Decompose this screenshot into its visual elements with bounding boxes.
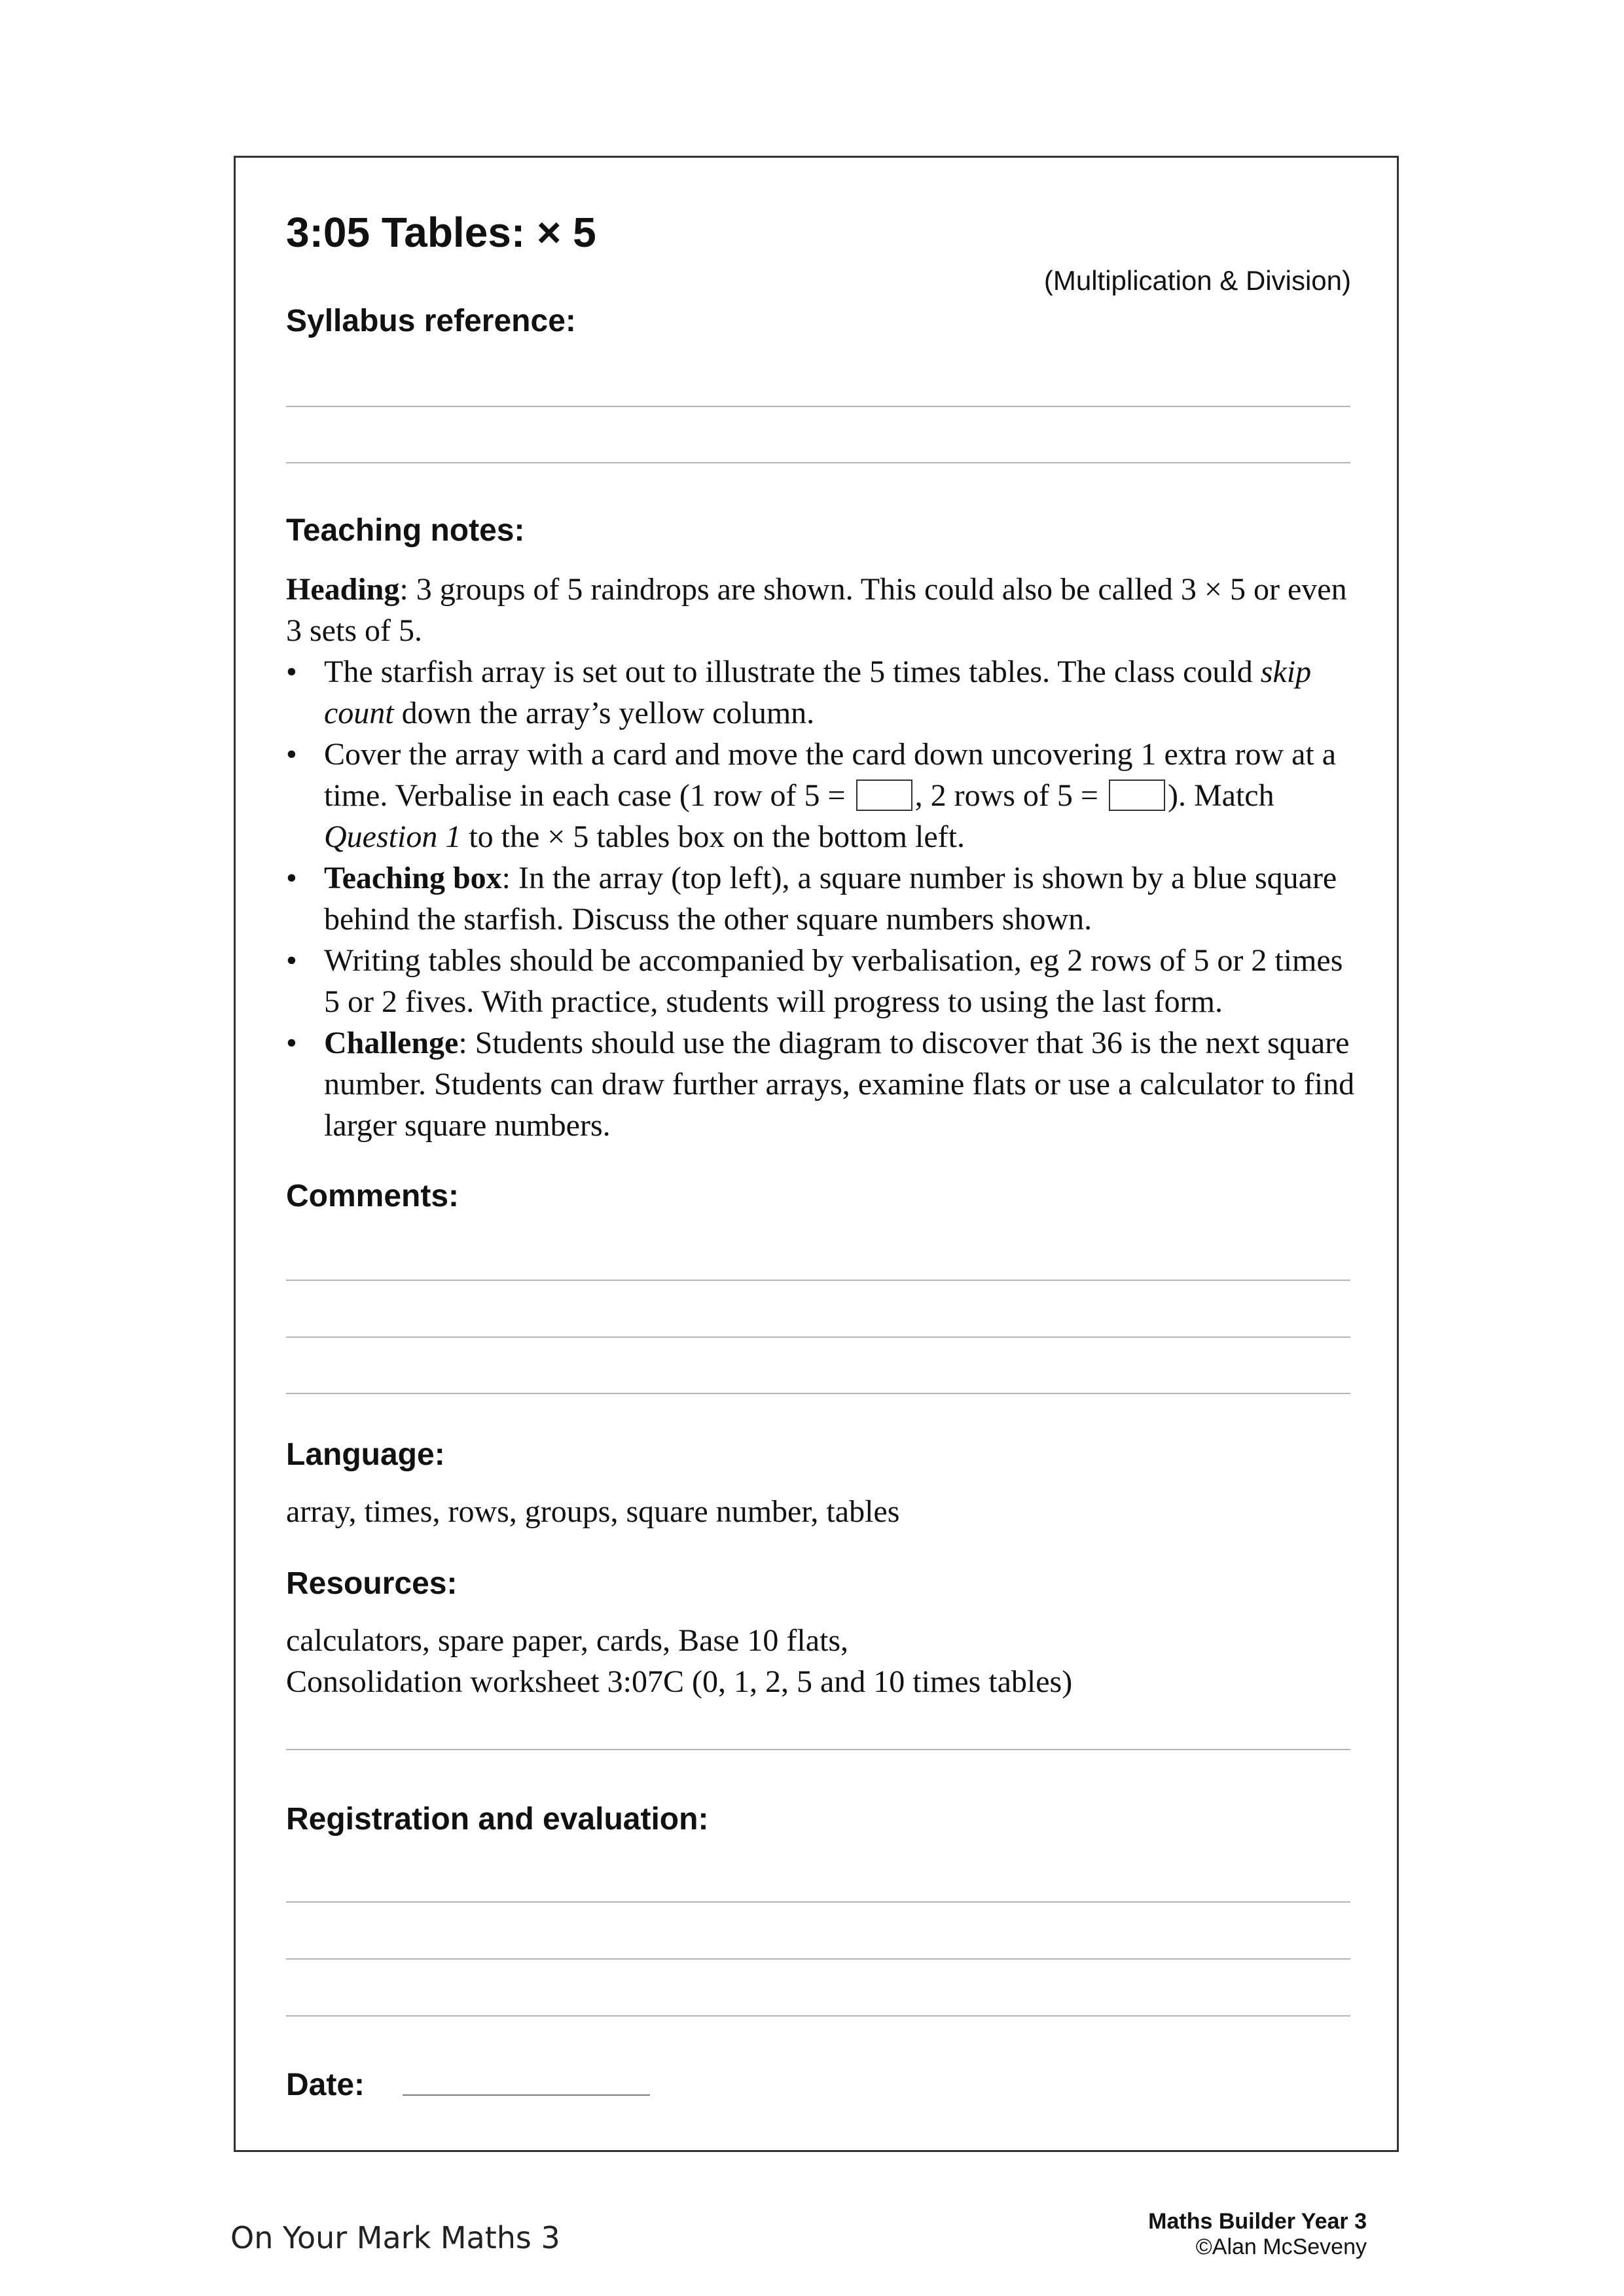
teaching-notes-body: [286, 569, 1360, 1146]
language-text: array, times, rows, groups, square number, tables: [286, 1494, 900, 1529]
page-title: 3:05 Tables: × 5: [286, 209, 596, 256]
bullet-5-bold: Challenge: [324, 1026, 459, 1060]
bullet-writing-tables: [286, 940, 1360, 1022]
syllabus-line-1: [286, 406, 1350, 407]
page-frame: [234, 156, 1399, 2152]
bullet-2-text-a: Cover the array with a card and move the card down uncovering 1 extra row at a time. Verbalise in each case (1 row of 5 =: [324, 737, 1337, 813]
bullet-3-text: : In the array (top left), a square number is shown by a blue square behind the starfish. Discuss the other square numbers shown.: [324, 861, 1337, 937]
bullet-4-text: Writing tables should be accompanied by verbalisation, eg 2 rows of 5 or 2 times 5 or 2 fives. With practice, students will progress to using the last form.: [324, 943, 1343, 1019]
bullet-1-text-b: down the array’s yellow column.: [393, 696, 815, 730]
intro-bold: Heading: [286, 572, 400, 607]
comments-line-2: [286, 1336, 1350, 1338]
registration-heading: Registration and evaluation:: [286, 1802, 709, 1837]
resources-line-1: calculators, spare paper, cards, Base 10 flats,: [286, 1623, 849, 1658]
bullet-cover-array: [286, 734, 1360, 857]
bullet-2-text-b: , 2 rows of 5 =: [914, 778, 1106, 813]
comments-line-3: [286, 1393, 1350, 1394]
footer-series: On Your Mark Maths 3: [230, 2220, 560, 2255]
registration-line-2: [286, 1958, 1350, 1960]
language-heading: Language:: [286, 1437, 445, 1472]
date-line: [403, 2094, 650, 2096]
footer-credit: [1148, 2209, 1367, 2260]
comments-heading: Comments:: [286, 1179, 460, 1213]
bullet-starfish: [286, 651, 1360, 734]
comments-line-1: [286, 1280, 1350, 1281]
bullet-5-text: : Students should use the diagram to discover that 36 is the next square number. Students can draw further arrays, examine flats or use a calculator to find larger square numbers.: [324, 1026, 1355, 1143]
bullet-2-italic: Question 1: [324, 819, 461, 854]
bullet-2-text-c: ). Match: [1167, 778, 1274, 813]
bullet-1-text-a: The starfish array is set out to illustrate the 5 times tables. The class could: [324, 655, 1261, 689]
resources-heading: Resources:: [286, 1566, 458, 1601]
resources-line: [286, 1749, 1350, 1750]
answer-box-1: [856, 780, 912, 811]
bullet-teaching-box: [286, 857, 1360, 940]
teaching-intro: [286, 569, 1360, 651]
intro-text: : 3 groups of 5 raindrops are shown. This could also be called 3 × 5 or even 3 sets of 5.: [286, 572, 1347, 648]
teaching-bullets: [286, 651, 1360, 1146]
bullet-1-italic: skip count: [324, 655, 1312, 730]
syllabus-heading: Syllabus reference:: [286, 304, 576, 338]
bullet-challenge: [286, 1022, 1360, 1146]
bullet-2-text-d: to the × 5 tables box on the bottom left.: [461, 819, 965, 854]
resources-line-2: Consolidation worksheet 3:07C (0, 1, 2, 5 and 10 times tables): [286, 1664, 1073, 1699]
resources-text: [286, 1620, 1360, 1702]
teaching-notes-heading: Teaching notes:: [286, 513, 525, 548]
bullet-3-bold: Teaching box: [324, 861, 502, 895]
footer-book-title: Maths Builder Year 3: [1148, 2209, 1367, 2234]
registration-line-3: [286, 2015, 1350, 2017]
footer-copyright: ©Alan McSeveny: [1195, 2234, 1367, 2259]
syllabus-line-2: [286, 462, 1350, 463]
date-label: Date:: [286, 2068, 365, 2102]
strand-label: (Multiplication & Division): [1043, 265, 1351, 296]
answer-box-2: [1109, 780, 1165, 811]
registration-line-1: [286, 1901, 1350, 1903]
